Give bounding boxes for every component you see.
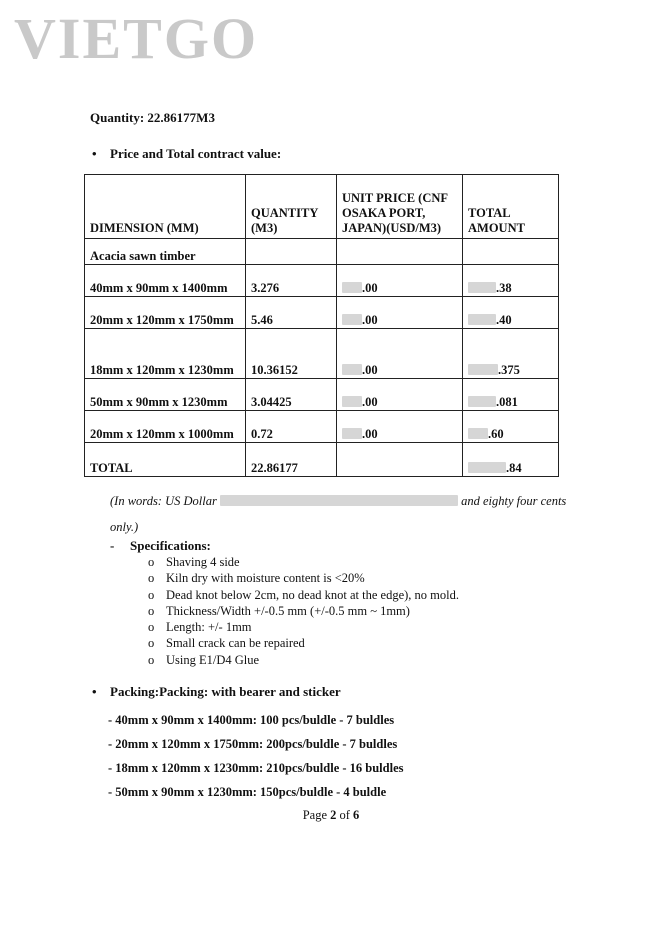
total-quantity: 22.86177 bbox=[246, 443, 337, 477]
row-total: .40 bbox=[463, 297, 559, 329]
list-item: - 40mm x 90mm x 1400mm: 100 pcs/buldle - 7 buldles bbox=[108, 713, 395, 727]
list-item: o Small crack can be repaired bbox=[148, 636, 305, 651]
header-total: TOTAL AMOUNT bbox=[463, 175, 559, 239]
price-table bbox=[84, 174, 559, 477]
list-item: o Dead knot below 2cm, no dead knot at the edge), no mold. bbox=[148, 587, 459, 602]
table-row bbox=[85, 265, 559, 297]
row-total: .081 bbox=[463, 379, 559, 411]
row-dimension: 50mm x 90mm x 1230mm bbox=[85, 379, 246, 411]
row-quantity: 5.46 bbox=[246, 297, 337, 329]
row-dimension: 20mm x 120mm x 1750mm bbox=[85, 297, 246, 329]
circle-bullet-icon: o bbox=[148, 571, 155, 586]
row-total: .38 bbox=[463, 265, 559, 297]
row-quantity: 3.04425 bbox=[246, 379, 337, 411]
list-item: - 20mm x 120mm x 1750mm: 200pcs/buldle - 7 buldles bbox=[108, 737, 398, 751]
packing-lines bbox=[108, 708, 404, 804]
row-total: .60 bbox=[463, 411, 559, 443]
table-row bbox=[85, 329, 559, 379]
vietgo-logo: VIETGO bbox=[14, 6, 259, 71]
row-quantity: 3.276 bbox=[246, 265, 337, 297]
table-header-row bbox=[85, 175, 559, 239]
circle-bullet-icon: o bbox=[148, 636, 155, 651]
row-unit-price: .00 bbox=[337, 379, 463, 411]
circle-bullet-icon: o bbox=[148, 587, 155, 602]
group-label: Acacia sawn timber bbox=[85, 239, 246, 265]
list-item: - 18mm x 120mm x 1230mm: 210pcs/buldle - 16 buldles bbox=[108, 761, 404, 775]
specifications-list bbox=[148, 554, 459, 668]
list-item: o Thickness/Width +/-0.5 mm (+/-0.5 mm ~ 1mm) bbox=[148, 603, 410, 618]
table-row bbox=[85, 411, 559, 443]
list-item: o Shaving 4 side bbox=[148, 555, 240, 569]
header-quantity: QUANTITY (M3) bbox=[246, 175, 337, 239]
circle-bullet-icon: o bbox=[148, 603, 155, 618]
table-total-row bbox=[85, 443, 559, 477]
row-dimension: 20mm x 120mm x 1000mm bbox=[85, 411, 246, 443]
header-dimension: DIMENSION (MM) bbox=[85, 175, 246, 239]
row-unit-price: .00 bbox=[337, 297, 463, 329]
redacted-amount bbox=[220, 495, 458, 506]
header-unit-price: UNIT PRICE (CNF OSAKA PORT, JAPAN)(USD/M3) bbox=[337, 175, 463, 239]
price-heading: Price and Total contract value: bbox=[110, 146, 282, 161]
circle-bullet-icon: o bbox=[148, 620, 155, 635]
bullet-dot-icon: • bbox=[92, 146, 97, 161]
table-row bbox=[85, 297, 559, 329]
amount-in-words: (In words: US Dollar and eighty four cents only.) bbox=[110, 494, 567, 534]
list-item: o Kiln dry with moisture content is <20% bbox=[148, 571, 365, 586]
row-unit-price: .00 bbox=[337, 329, 463, 379]
list-item: - 50mm x 90mm x 1230mm: 150pcs/buldle - 4 buldle bbox=[108, 785, 387, 799]
quantity-line: Quantity: 22.86177M3 bbox=[90, 110, 215, 125]
packing-heading: Packing:Packing: with bearer and sticker bbox=[110, 684, 341, 699]
row-dimension: 40mm x 90mm x 1400mm bbox=[85, 265, 246, 297]
table-row bbox=[85, 379, 559, 411]
row-quantity: 0.72 bbox=[246, 411, 337, 443]
row-quantity: 10.36152 bbox=[246, 329, 337, 379]
row-dimension: 18mm x 120mm x 1230mm bbox=[85, 329, 246, 379]
packing-heading-bullet bbox=[92, 684, 341, 700]
row-unit-price: .00 bbox=[337, 411, 463, 443]
specifications-title: - Specifications: bbox=[110, 538, 211, 553]
total-amount: .84 bbox=[463, 443, 559, 477]
page-number: Page 2 of 6 bbox=[302, 808, 360, 822]
bullet-dot-icon: • bbox=[92, 684, 97, 699]
row-total: .375 bbox=[463, 329, 559, 379]
table-group-row bbox=[85, 239, 559, 265]
row-unit-price: .00 bbox=[337, 265, 463, 297]
circle-bullet-icon: o bbox=[148, 652, 155, 667]
list-item: o Using E1/D4 Glue bbox=[148, 652, 260, 667]
total-label: TOTAL bbox=[85, 443, 246, 477]
price-heading-bullet bbox=[92, 146, 281, 162]
circle-bullet-icon: o bbox=[148, 555, 155, 569]
list-item: o Length: +/- 1mm bbox=[148, 620, 252, 635]
